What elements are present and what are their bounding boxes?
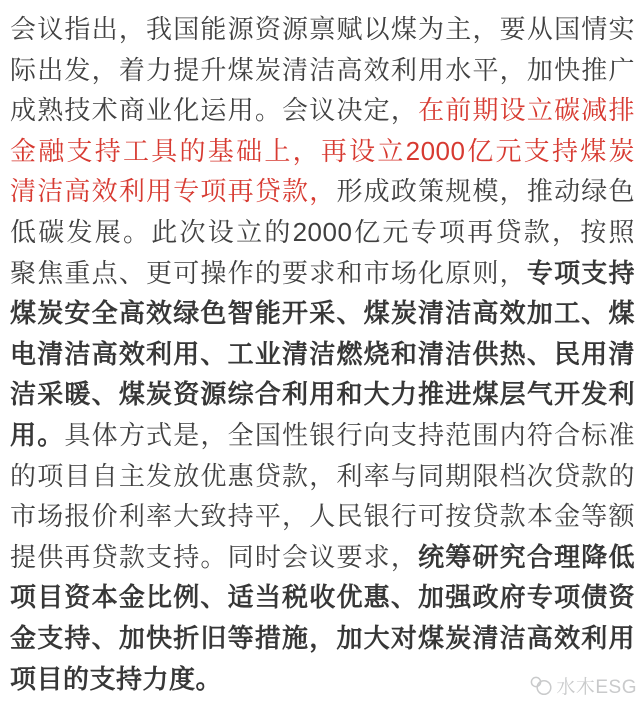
text-line (10, 50, 635, 91)
text-run-bold: 项目的支持力度。 (10, 663, 223, 694)
text-run-bold: 专项支持 (526, 257, 635, 288)
text-run-normal: 的项目自主发放优惠贷款，利率与同期限档次贷款的 (10, 460, 635, 491)
text-run-normal: 聚焦重点、更可操作的要求和市场化原则， (10, 257, 527, 288)
text-run-bold: 煤炭安全高效绿色智能开采、煤炭清洁高效加工、煤 (10, 298, 635, 329)
watermark-label: 水木ESG (556, 677, 637, 698)
text-line (10, 374, 635, 415)
text-run-red: 清洁高效利用专项再贷款， (10, 176, 337, 207)
text-line (10, 618, 635, 659)
text-line (10, 212, 635, 253)
text-line (10, 293, 635, 334)
text-line (10, 334, 635, 375)
text-line (10, 131, 635, 172)
text-run-bold: 统筹研究合理降低 (418, 541, 635, 572)
text-line (10, 90, 635, 131)
text-run-normal: 市场报价利率大致持平，人民银行可按贷款本金等额 (10, 501, 635, 532)
text-run-normal: 具体方式是，全国性银行向支持范围内符合标准 (64, 419, 635, 450)
text-line (10, 171, 635, 212)
text-run-normal: 低碳发展。此次设立的2000亿元专项再贷款，按照 (10, 216, 635, 247)
text-run-red: 金融支持工具的基础上，再设立2000亿元支持煤炭 (10, 135, 635, 166)
text-line (10, 537, 635, 578)
text-run-normal: 成熟技术商业化运用。会议决定， (10, 95, 419, 126)
text-run-bold: 洁采暖、煤炭资源综合利用和大力推进煤层气开发利 (10, 379, 635, 410)
text-run-bold: 电清洁高效利用、工业清洁燃烧和清洁供热、民用清 (10, 338, 635, 369)
text-run-normal: 提供再贷款支持。同时会议要求， (10, 541, 419, 572)
text-run-red: 在前期设立碳减排 (418, 95, 635, 126)
shuimu-esg-logo-icon (528, 674, 553, 697)
text-run-bold: 用。 (10, 419, 65, 450)
watermark (528, 672, 637, 699)
article-text (10, 9, 635, 699)
text-line (10, 415, 635, 456)
text-run-normal: 际出发，着力提升煤炭清洁高效利用水平，加快推广 (10, 54, 635, 85)
text-run-bold: 项目资本金比例、适当税收优惠、加强政府专项债资 (10, 582, 635, 613)
text-run-normal: 形成政策规模，推动绿色 (336, 176, 635, 207)
text-line (10, 456, 635, 497)
text-line (10, 577, 635, 618)
text-line (10, 496, 635, 537)
text-line (10, 253, 635, 294)
text-run-bold: 金支持、加快折旧等措施，加大对煤炭清洁高效利用 (10, 622, 635, 653)
text-line (10, 9, 635, 50)
text-run-normal: 会议指出，我国能源资源禀赋以煤为主，要从国情实 (10, 14, 635, 44)
